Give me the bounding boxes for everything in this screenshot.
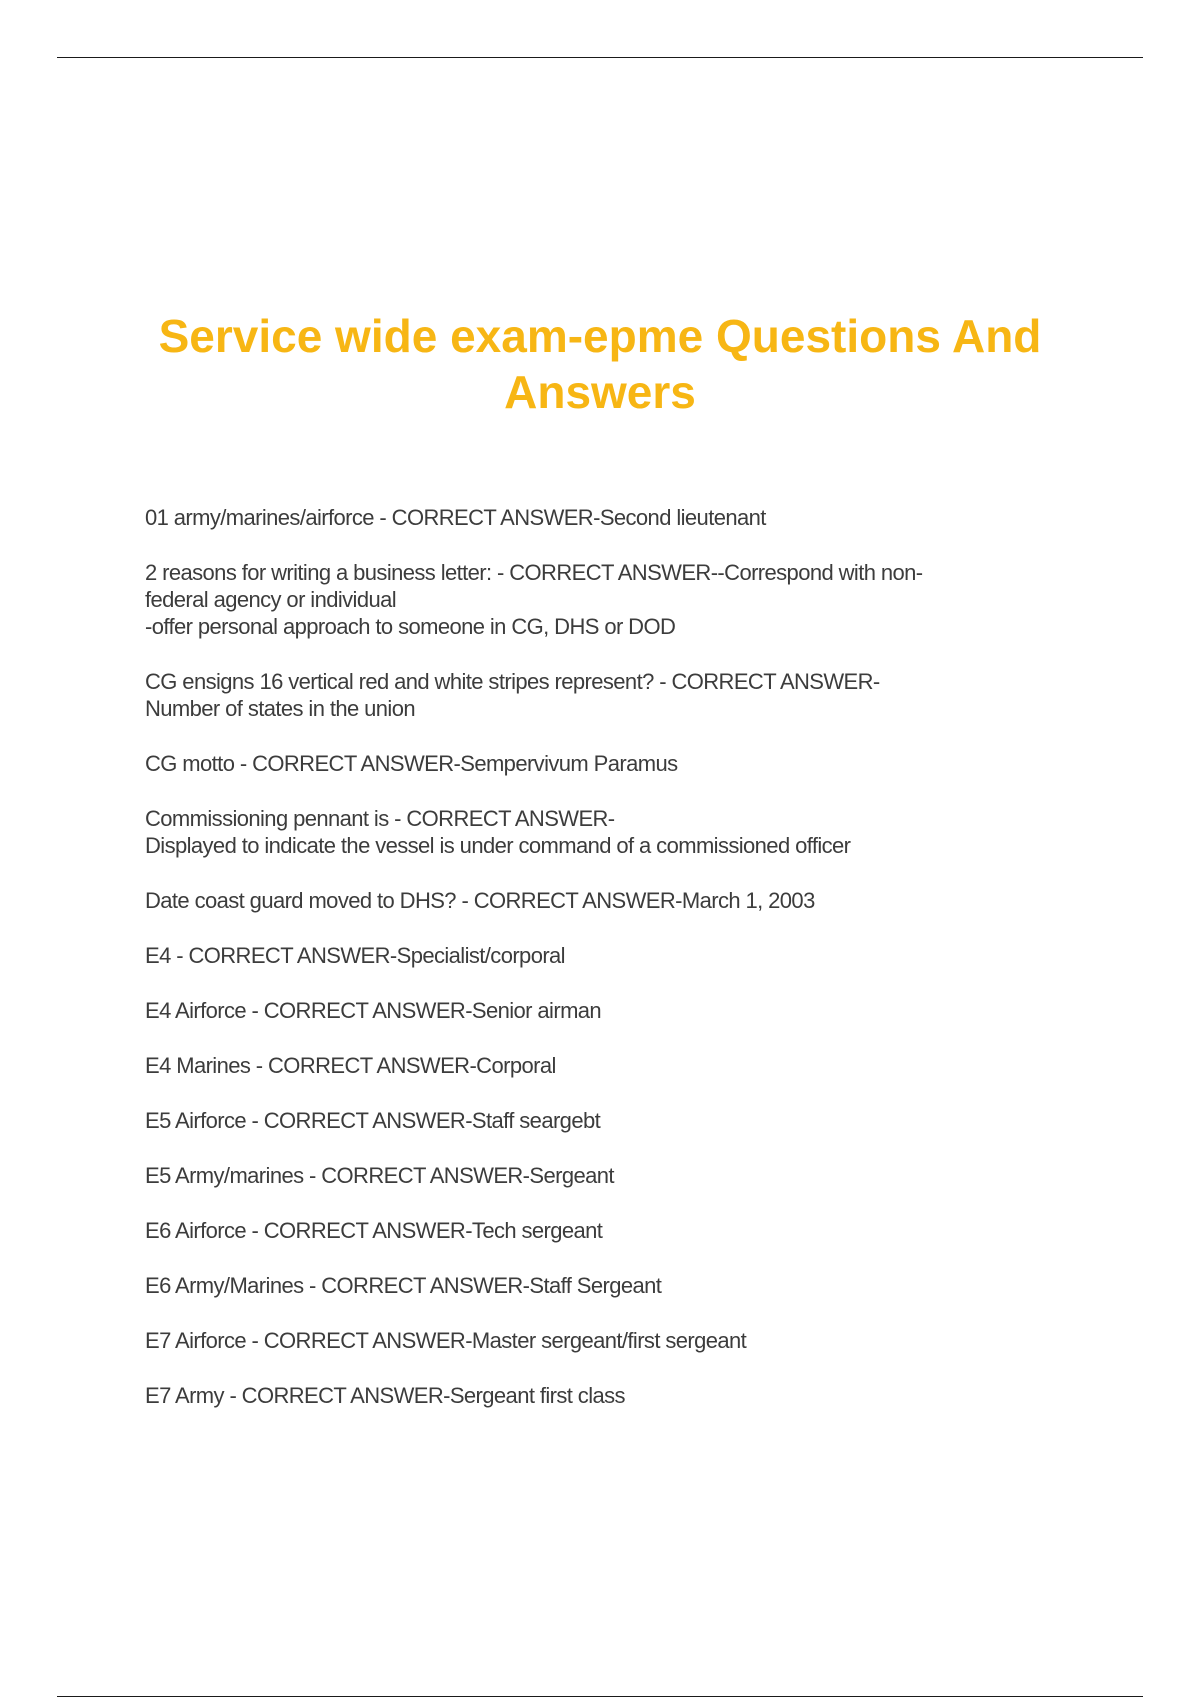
qa-item: Commissioning pennant is - CORRECT ANSWER- Displayed to indicate the vessel is under command of a commissioned officer: [145, 806, 851, 858]
qa-item: 01 army/marines/airforce - CORRECT ANSWER-Second lieutenant: [145, 505, 766, 530]
document-title: Service wide exam-epme Questions And Answers: [158, 310, 1042, 418]
qa-item: E4 - CORRECT ANSWER-Specialist/corporal: [145, 943, 565, 968]
qa-item: 2 reasons for writing a business letter: - CORRECT ANSWER--Correspond with non- federal agency or individual -offer personal approach to someone in CG, DHS or DOD: [145, 560, 923, 639]
qa-item: E6 Army/Marines - CORRECT ANSWER-Staff Sergeant: [145, 1273, 662, 1298]
qa-item: E4 Marines - CORRECT ANSWER-Corporal: [145, 1053, 556, 1078]
qa-list: [145, 504, 1045, 1437]
qa-item: Date coast guard moved to DHS? - CORRECT ANSWER-March 1, 2003: [145, 888, 815, 913]
qa-item: CG ensigns 16 vertical red and white stripes represent? - CORRECT ANSWER- Number of states in the union: [145, 669, 880, 721]
qa-item: E7 Army - CORRECT ANSWER-Sergeant first class: [145, 1383, 625, 1408]
top-rule: [57, 57, 1143, 58]
qa-item: E7 Airforce - CORRECT ANSWER-Master sergeant/first sergeant: [145, 1328, 747, 1353]
bottom-rule: [57, 1696, 1143, 1697]
qa-item: E6 Airforce - CORRECT ANSWER-Tech sergeant: [145, 1218, 603, 1243]
qa-item: E4 Airforce - CORRECT ANSWER-Senior airman: [145, 998, 602, 1023]
qa-item: E5 Army/marines - CORRECT ANSWER-Sergeant: [145, 1163, 614, 1188]
qa-item: E5 Airforce - CORRECT ANSWER-Staff seargebt: [145, 1108, 601, 1133]
qa-item: CG motto - CORRECT ANSWER-Sempervivum Paramus: [145, 751, 678, 776]
